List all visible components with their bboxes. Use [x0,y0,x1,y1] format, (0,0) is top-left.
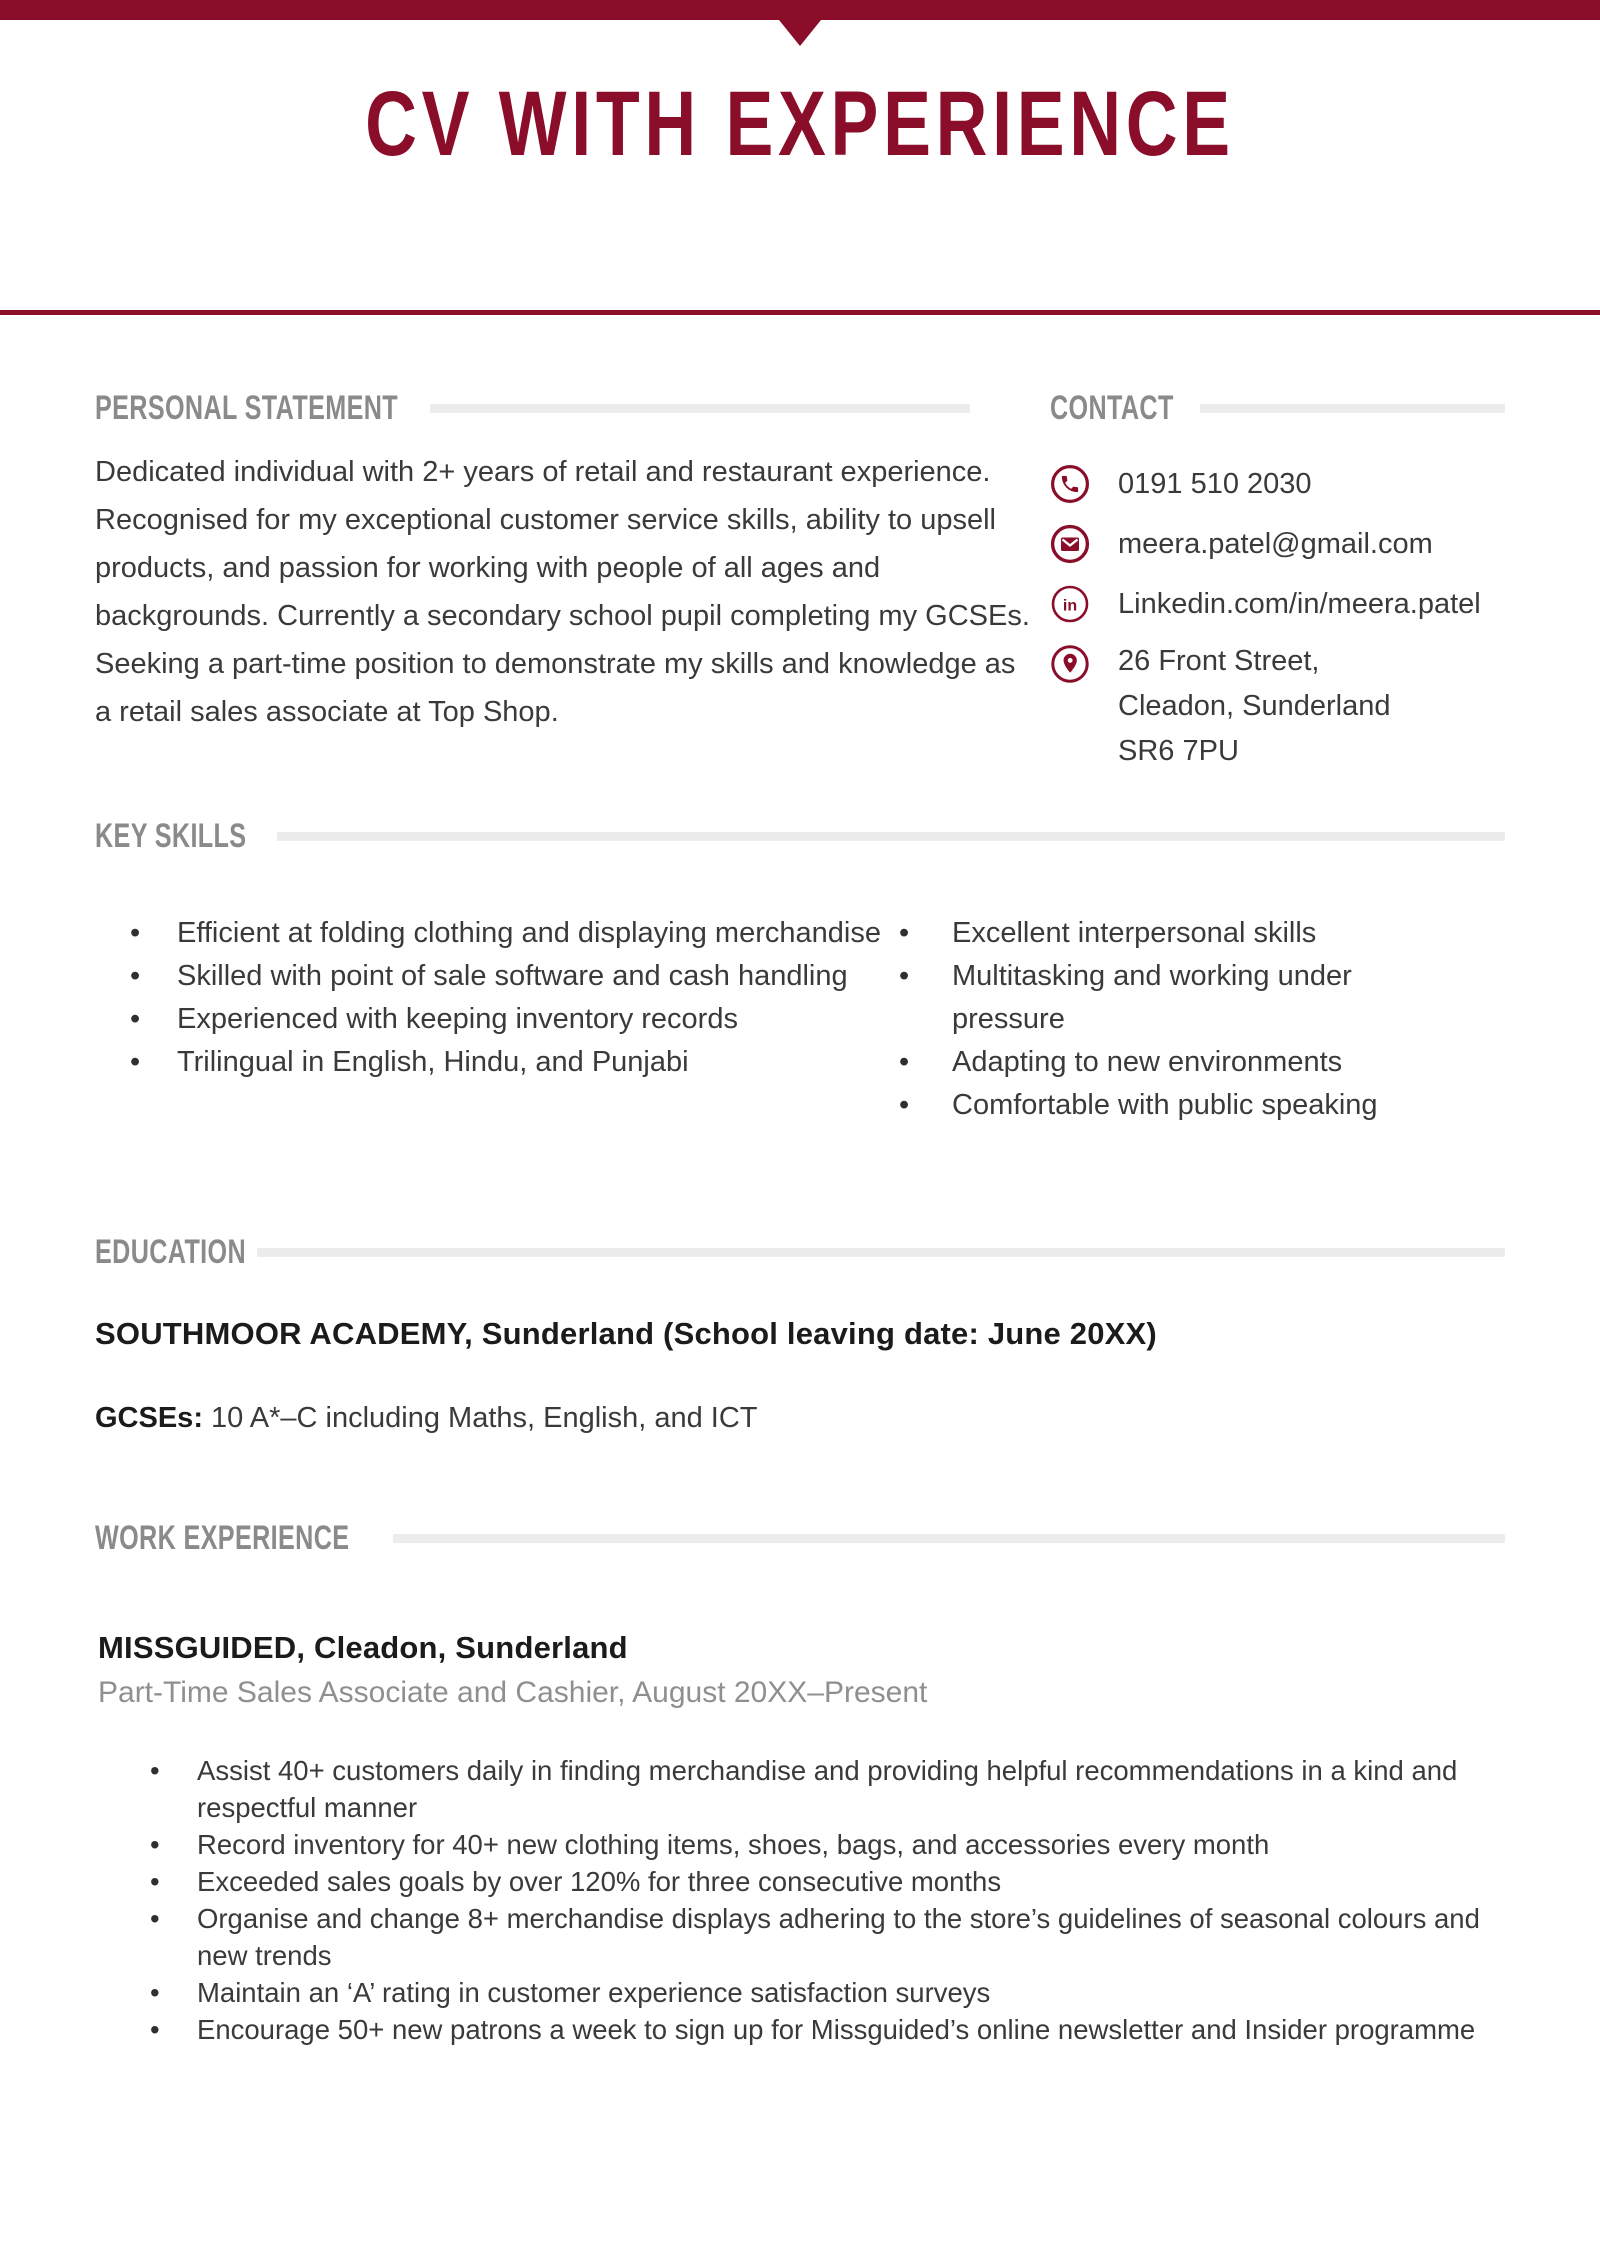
work-bullet: • Assist 40+ customers daily in finding merchandise and providing helpful recommendations in a kind and respectful manner [95,1752,1505,1826]
linkedin-glyph: in [1062,597,1078,615]
work-experience-header [95,1518,1505,1558]
work-bullet: • Exceeded sales goals by over 120% for three consecutive months [95,1863,1505,1900]
location-icon [1050,644,1090,684]
skill-item: • Trilingual in English, Hindu, and Punjabi [95,1041,887,1084]
skill-item: • Skilled with point of sale software and cash handling [95,955,887,998]
key-skills-left-list [95,912,887,1127]
contact-row-linkedin [1050,584,1505,624]
heading-rule [430,404,970,413]
personal-statement-body: Dedicated individual with 2+ years of retail and restaurant experience. Recognised for my exceptional customer service skills, ability to upsell products, and passion for working with people of all ages and backgrounds. Currently a secondary school pupil completing my GCSEs. Seeking a part-time position to demonstrate my skills and knowledge as a retail sales associate at Top Shop. [95,456,1030,728]
heading-rule [257,1248,1505,1257]
phone-icon [1050,464,1090,504]
work-experience-section [95,1518,1505,2048]
personal-statement-section [95,388,1030,736]
skill-item: • Excellent interpersonal skills [887,912,1437,955]
email-icon [1050,524,1090,564]
skill-item: • Experienced with keeping inventory records [95,998,887,1041]
work-bullet-list [95,1752,1505,2048]
work-bullet: • Maintain an ‘A’ rating in customer experience satisfaction surveys [95,1974,1505,2011]
work-bullet: • Encourage 50+ new patrons a week to sign up for Missguided’s online newsletter and Insider programme [95,2011,1505,2048]
address-line: SR6 7PU [1118,735,1239,767]
contact-address-block [1118,639,1390,774]
heading-rule [277,832,1505,841]
work-bullet: • Record inventory for 40+ new clothing items, shoes, bags, and accessories every month [95,1826,1505,1863]
address-line: 26 Front Street, [1118,645,1320,677]
contact-header [1050,388,1505,428]
contact-row-email [1050,524,1505,564]
work-experience-heading: WORK EXPERIENCE [95,1518,350,1557]
key-skills-heading: KEY SKILLS [95,816,247,855]
role-line: Part-Time Sales Associate and Cashier, August 20XX–Present [98,1676,928,1709]
education-section [95,1232,1505,1435]
education-header [95,1232,1505,1272]
heading-rule [393,1534,1505,1543]
contact-list [1050,464,1505,774]
education-heading: EDUCATION [95,1232,247,1271]
skill-item: • Adapting to new environments [887,1041,1437,1084]
banner-triangle-icon [779,20,821,46]
key-skills-section [95,816,1505,1127]
contact-email-value: meera.patel@gmail.com [1118,527,1433,560]
personal-statement-header [95,388,970,428]
contact-row-phone [1050,464,1505,504]
linkedin-icon [1050,584,1090,624]
address-line: Cleadon, Sunderland [1118,690,1391,722]
contact-row-address [1050,644,1505,774]
employer-line: MISSGUIDED, Cleadon, Sunderland [98,1630,628,1665]
key-skills-columns [95,912,1505,1127]
education-gcse-line [95,1402,1505,1435]
contact-linkedin-value: Linkedin.com/in/meera.patel [1118,587,1481,620]
top-banner-bar [0,0,1600,20]
skill-item: • Multitasking and working under pressure [887,955,1437,1041]
gcse-text: 10 A*–C including Maths, English, and ICT [202,1402,758,1434]
contact-section [1050,388,1505,794]
personal-statement-heading: PERSONAL STATEMENT [95,388,399,427]
skill-item: • Comfortable with public speaking [887,1084,1437,1127]
education-school-line: SOUTHMOOR ACADEMY, Sunderland (School leaving date: June 20XX) [95,1316,1157,1351]
skill-item: • Efficient at folding clothing and displaying merchandise [95,912,887,955]
contact-phone-value: 0191 510 2030 [1118,467,1312,500]
page-title: CV WITH EXPERIENCE [365,73,1235,175]
key-skills-right-list [887,912,1432,1127]
gcse-label: GCSEs: [95,1402,203,1434]
key-skills-header [95,816,1505,856]
heading-rule [1200,404,1505,413]
contact-heading: CONTACT [1050,388,1174,427]
work-bullet: • Organise and change 8+ merchandise displays adhering to the store’s guidelines of seasonal colours and new trends [95,1900,1505,1974]
title-divider-rule [0,310,1600,315]
